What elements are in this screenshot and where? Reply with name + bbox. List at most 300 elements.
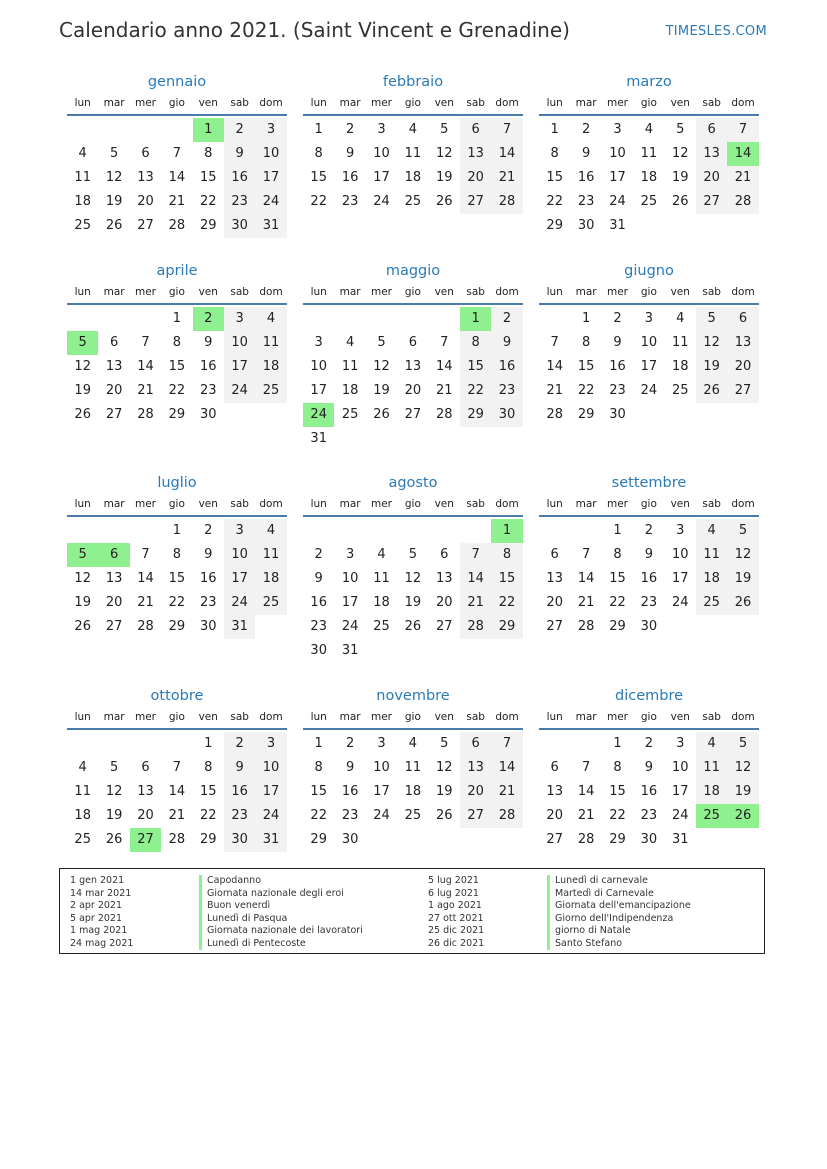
day-cell: 24	[255, 190, 286, 214]
day-cell: 14	[491, 142, 522, 166]
day-cell: 31	[671, 832, 689, 847]
empty-cell	[366, 519, 397, 543]
day-cell: 7	[172, 760, 181, 775]
day-cell: 23	[199, 383, 217, 398]
day-cell: 12	[671, 146, 689, 161]
month-dicembre	[539, 686, 759, 852]
month-name: gennaio	[147, 74, 207, 90]
legend-holiday-name: Giornata dell'emancipazione	[547, 900, 691, 913]
empty-cell	[303, 307, 334, 331]
day-cell: 13	[696, 142, 727, 166]
day-cell: 18	[640, 170, 658, 185]
day-cell: 14	[577, 784, 595, 799]
weekday-label: mar	[103, 711, 125, 723]
weekday-label: dom	[731, 498, 755, 510]
empty-cell	[570, 519, 601, 543]
day-cell: 13	[105, 359, 123, 374]
day-cell: 26	[105, 832, 123, 847]
legend-left-names	[199, 875, 363, 950]
day-grid	[539, 730, 759, 852]
day-cell: 4	[696, 732, 727, 756]
weekday-label: mar	[339, 97, 361, 109]
day-cell: 9	[491, 331, 522, 355]
day-cell: 15	[577, 359, 595, 374]
day-cell: 3	[224, 307, 255, 331]
empty-cell	[130, 307, 161, 331]
legend-left-dates	[70, 875, 133, 950]
weekday-label: ven	[434, 286, 454, 298]
day-cell: 31	[255, 828, 286, 852]
day-cell: 13	[137, 784, 154, 799]
day-cell: 18	[696, 567, 727, 591]
day-cell: 4	[377, 547, 386, 562]
weekday-label: ven	[198, 97, 218, 109]
weekday-label: lun	[74, 498, 91, 510]
day-cell: 11	[696, 756, 727, 780]
day-cell: 28	[491, 804, 522, 828]
day-cell: 7	[727, 118, 758, 142]
day-cell: 15	[460, 355, 491, 379]
weekday-label: gio	[404, 97, 421, 109]
weekday-label: dom	[731, 286, 755, 298]
day-grid	[67, 116, 287, 238]
day-cell: 28	[168, 218, 186, 233]
month-name: agosto	[388, 475, 438, 491]
weekday-label: mer	[134, 711, 156, 723]
day-cell: 27	[137, 218, 154, 233]
day-cell: 1	[613, 523, 622, 538]
day-cell: 3	[314, 335, 323, 350]
day-cell: 23	[577, 194, 595, 209]
day-cell: 2	[345, 736, 355, 751]
empty-cell	[539, 307, 570, 331]
day-cell: 15	[168, 571, 186, 586]
day-cell: 12	[105, 170, 123, 185]
day-cell: 13	[435, 571, 453, 586]
weekday-label: ven	[434, 498, 454, 510]
legend-date: 1 gen 2021	[70, 875, 125, 886]
day-cell: 6	[550, 760, 559, 775]
day-cell: 23	[224, 804, 255, 828]
day-cell: 29	[546, 218, 563, 233]
day-cell: 11	[255, 543, 286, 567]
weekday-label: lun	[546, 286, 563, 298]
weekday-label: gio	[640, 286, 657, 298]
day-cell: 3	[377, 736, 386, 751]
empty-cell	[98, 732, 129, 756]
legend-date: 25 dic 2021	[428, 925, 485, 936]
weekday-header	[539, 493, 759, 517]
day-cell: 21	[137, 383, 154, 398]
day-cell: 15	[609, 784, 626, 799]
day-cell: 27	[546, 832, 563, 847]
day-cell: 2	[314, 547, 323, 562]
day-cell: 20	[404, 383, 422, 398]
weekday-label: gio	[168, 286, 185, 298]
day-cell: 31	[609, 218, 626, 233]
day-cell: 24	[640, 383, 658, 398]
weekday-label: dom	[495, 498, 519, 510]
weekday-label: mer	[370, 711, 392, 723]
legend-holiday-name: Giornata nazionale degli eroi	[199, 888, 363, 901]
weekday-label: mer	[370, 97, 392, 109]
day-cell: 16	[640, 784, 658, 799]
day-cell: 6	[98, 543, 129, 567]
month-giugno	[539, 261, 759, 427]
day-cell: 7	[550, 335, 559, 350]
day-cell: 11	[404, 760, 422, 775]
weekday-label: mer	[370, 498, 392, 510]
day-cell: 23	[640, 595, 658, 610]
legend-date: 26 dic 2021	[428, 937, 485, 949]
weekday-label: mar	[575, 97, 597, 109]
day-cell: 16	[577, 170, 595, 185]
day-cell: 8	[491, 543, 522, 567]
day-cell: 1	[550, 122, 559, 137]
weekday-label: dom	[259, 498, 283, 510]
weekday-label: mer	[134, 97, 156, 109]
day-cell: 21	[727, 166, 758, 190]
day-cell: 5	[67, 331, 98, 355]
day-cell: 24	[224, 379, 255, 403]
day-cell: 22	[199, 808, 217, 823]
day-cell: 14	[168, 784, 186, 799]
day-cell: 15	[168, 359, 186, 374]
empty-cell	[130, 519, 161, 543]
weekday-header	[67, 92, 287, 116]
day-cell: 5	[109, 760, 119, 775]
day-cell: 17	[310, 383, 327, 398]
day-cell: 22	[168, 595, 186, 610]
day-cell: 20	[435, 595, 453, 610]
day-cell: 28	[491, 190, 522, 214]
day-cell: 25	[74, 218, 91, 233]
day-cell: 8	[204, 146, 213, 161]
day-cell: 3	[345, 547, 355, 562]
day-cell: 1	[172, 311, 181, 326]
day-cell: 8	[460, 331, 491, 355]
day-cell: 12	[727, 543, 758, 567]
empty-cell	[98, 307, 129, 331]
day-cell: 25	[255, 591, 286, 615]
weekday-label: ven	[434, 711, 454, 723]
day-cell: 18	[696, 780, 727, 804]
empty-cell	[539, 732, 570, 756]
day-cell: 5	[727, 732, 758, 756]
day-cell: 9	[204, 335, 213, 350]
day-cell: 5	[440, 736, 449, 751]
day-cell: 25	[255, 379, 286, 403]
month-febbraio	[303, 72, 523, 214]
legend-date: 1 ago 2021	[428, 900, 482, 911]
day-cell: 26	[671, 194, 689, 209]
day-cell: 14	[491, 756, 522, 780]
day-cell: 10	[609, 146, 626, 161]
day-cell: 16	[310, 595, 327, 610]
brand-link[interactable]: TIMESLES.COM	[665, 24, 767, 39]
day-cell: 8	[314, 146, 323, 161]
day-cell: 11	[74, 170, 91, 185]
weekday-label: mar	[339, 286, 361, 298]
day-cell: 16	[224, 166, 255, 190]
day-cell: 1	[613, 736, 622, 751]
day-cell: 24	[609, 194, 626, 209]
day-cell: 8	[581, 335, 591, 350]
day-cell: 30	[224, 828, 255, 852]
day-cell: 19	[435, 784, 453, 799]
day-cell: 12	[74, 571, 91, 586]
day-cell: 6	[696, 118, 727, 142]
empty-cell	[460, 519, 491, 543]
weekday-label: mer	[606, 711, 628, 723]
day-cell: 16	[199, 359, 217, 374]
day-cell: 3	[255, 118, 286, 142]
weekday-label: mer	[134, 498, 156, 510]
day-cell: 20	[105, 383, 123, 398]
weekday-header	[303, 493, 523, 517]
day-cell: 12	[74, 359, 91, 374]
day-cell: 4	[78, 146, 87, 161]
day-grid	[303, 305, 523, 451]
weekday-label: mar	[575, 286, 597, 298]
day-cell: 26	[727, 804, 758, 828]
day-cell: 28	[577, 832, 595, 847]
day-cell: 19	[727, 567, 758, 591]
empty-cell	[67, 519, 98, 543]
day-cell: 25	[640, 194, 658, 209]
weekday-label: gio	[404, 711, 421, 723]
day-cell: 17	[671, 784, 689, 799]
day-cell: 11	[341, 359, 359, 374]
weekday-label: gio	[640, 711, 657, 723]
day-cell: 5	[67, 543, 98, 567]
weekday-label: lun	[74, 286, 91, 298]
day-cell: 24	[373, 808, 390, 823]
day-cell: 26	[696, 379, 727, 403]
day-cell: 4	[345, 335, 355, 350]
day-cell: 11	[255, 331, 286, 355]
empty-cell	[429, 519, 460, 543]
empty-cell	[130, 732, 161, 756]
day-grid	[303, 730, 523, 852]
day-cell: 6	[550, 547, 559, 562]
day-cell: 15	[310, 784, 327, 799]
day-cell: 15	[546, 170, 563, 185]
weekday-label: gio	[404, 286, 421, 298]
day-cell: 10	[373, 146, 390, 161]
day-cell: 5	[440, 122, 449, 137]
weekday-label: lun	[310, 498, 327, 510]
empty-cell	[570, 732, 601, 756]
day-cell: 17	[341, 595, 359, 610]
day-cell: 3	[676, 523, 685, 538]
day-cell: 10	[341, 571, 359, 586]
legend-holiday-name: Lunedì di carnevale	[547, 875, 691, 888]
day-cell: 5	[727, 519, 758, 543]
day-cell: 6	[460, 118, 491, 142]
day-cell: 11	[696, 543, 727, 567]
day-cell: 30	[199, 407, 217, 422]
day-cell: 16	[199, 571, 217, 586]
holiday-legend	[59, 868, 765, 954]
day-cell: 14	[168, 170, 186, 185]
day-cell: 30	[224, 214, 255, 238]
day-cell: 4	[255, 519, 286, 543]
day-cell: 21	[168, 194, 186, 209]
day-cell: 8	[204, 760, 213, 775]
day-cell: 23	[640, 808, 658, 823]
day-cell: 6	[141, 760, 150, 775]
empty-cell	[67, 732, 98, 756]
day-cell: 7	[141, 547, 150, 562]
legend-holiday-name: Giorno dell'Indipendenza	[547, 913, 691, 926]
weekday-label: dom	[259, 286, 283, 298]
day-cell: 17	[224, 355, 255, 379]
weekday-header	[539, 92, 759, 116]
legend-right-dates	[428, 875, 484, 950]
weekday-label: dom	[259, 97, 283, 109]
day-cell: 2	[193, 307, 224, 331]
weekday-label: dom	[495, 286, 519, 298]
weekday-label: lun	[310, 97, 327, 109]
legend-holiday-name: Santo Stefano	[547, 938, 691, 951]
day-cell: 20	[727, 355, 758, 379]
legend-holiday-name: Buon venerdì	[199, 900, 363, 913]
weekday-label: lun	[74, 711, 91, 723]
day-cell: 26	[435, 194, 453, 209]
day-cell: 2	[204, 523, 213, 538]
day-cell: 3	[224, 519, 255, 543]
weekday-label: lun	[546, 498, 563, 510]
day-cell: 24	[671, 808, 689, 823]
day-cell: 27	[460, 190, 491, 214]
day-cell: 23	[491, 379, 522, 403]
day-cell: 8	[172, 335, 181, 350]
day-cell: 10	[224, 331, 255, 355]
day-cell: 12	[435, 760, 453, 775]
empty-cell	[366, 307, 397, 331]
weekday-header	[67, 493, 287, 517]
day-cell: 26	[74, 407, 91, 422]
weekday-label: sab	[466, 498, 485, 510]
day-cell: 14	[546, 359, 563, 374]
day-cell: 28	[137, 407, 154, 422]
day-cell: 9	[581, 146, 591, 161]
day-cell: 29	[168, 407, 186, 422]
day-cell: 19	[404, 595, 422, 610]
day-cell: 10	[224, 543, 255, 567]
day-cell: 12	[727, 756, 758, 780]
day-cell: 22	[491, 591, 522, 615]
day-cell: 24	[303, 403, 334, 427]
day-cell: 16	[341, 170, 359, 185]
day-cell: 9	[224, 142, 255, 166]
day-cell: 2	[644, 523, 653, 538]
month-luglio	[67, 473, 287, 639]
day-cell: 30	[640, 619, 658, 634]
weekday-label: mer	[370, 286, 392, 298]
day-cell: 18	[255, 567, 286, 591]
legend-holiday-name: Lunedì di Pasqua	[199, 913, 363, 926]
day-grid	[539, 517, 759, 639]
month-name: ottobre	[150, 688, 204, 704]
day-cell: 10	[671, 547, 689, 562]
day-cell: 27	[546, 619, 563, 634]
day-cell: 29	[609, 619, 626, 634]
day-cell: 25	[74, 832, 91, 847]
weekday-label: mer	[606, 498, 628, 510]
day-cell: 20	[460, 780, 491, 804]
day-cell: 10	[310, 359, 327, 374]
day-cell: 27	[696, 190, 727, 214]
day-cell: 13	[137, 170, 154, 185]
day-cell: 26	[435, 808, 453, 823]
day-cell: 28	[435, 407, 453, 422]
day-cell: 26	[373, 407, 390, 422]
day-cell: 23	[341, 194, 359, 209]
day-cell: 7	[491, 118, 522, 142]
day-cell: 4	[408, 736, 417, 751]
day-cell: 22	[310, 808, 327, 823]
day-cell: 13	[404, 359, 422, 374]
day-cell: 17	[255, 166, 286, 190]
day-cell: 4	[78, 760, 87, 775]
weekday-label: lun	[546, 97, 563, 109]
day-cell: 7	[581, 547, 591, 562]
legend-date: 6 lug 2021	[428, 887, 479, 899]
day-cell: 21	[491, 780, 522, 804]
day-cell: 25	[696, 804, 727, 828]
day-cell: 24	[671, 595, 689, 610]
day-cell: 20	[546, 595, 563, 610]
empty-cell	[397, 519, 428, 543]
day-cell: 13	[460, 756, 491, 780]
day-cell: 1	[314, 122, 323, 137]
day-cell: 5	[109, 146, 119, 161]
weekday-label: sab	[230, 498, 249, 510]
day-cell: 7	[491, 732, 522, 756]
empty-cell	[98, 118, 129, 142]
legend-date: 14 mar 2021	[70, 887, 132, 899]
day-cell: 17	[255, 780, 286, 804]
weekday-label: sab	[230, 286, 249, 298]
day-cell: 20	[546, 808, 563, 823]
day-cell: 23	[609, 383, 626, 398]
month-novembre	[303, 686, 523, 852]
month-name: aprile	[156, 263, 198, 279]
day-cell: 12	[696, 331, 727, 355]
day-cell: 11	[640, 146, 658, 161]
day-cell: 9	[204, 547, 213, 562]
day-cell: 27	[105, 619, 123, 634]
day-cell: 27	[460, 804, 491, 828]
day-cell: 5	[676, 122, 685, 137]
empty-cell	[334, 519, 365, 543]
day-cell: 1	[172, 523, 181, 538]
day-cell: 10	[640, 335, 658, 350]
day-cell: 9	[345, 760, 355, 775]
day-cell: 2	[224, 118, 255, 142]
day-cell: 25	[404, 808, 422, 823]
day-cell: 26	[727, 591, 758, 615]
day-cell: 30	[199, 619, 217, 634]
day-cell: 18	[404, 784, 422, 799]
day-cell: 27	[105, 407, 123, 422]
day-cell: 26	[74, 619, 91, 634]
day-cell: 9	[224, 756, 255, 780]
weekday-label: gio	[168, 498, 185, 510]
day-cell: 27	[130, 828, 161, 852]
